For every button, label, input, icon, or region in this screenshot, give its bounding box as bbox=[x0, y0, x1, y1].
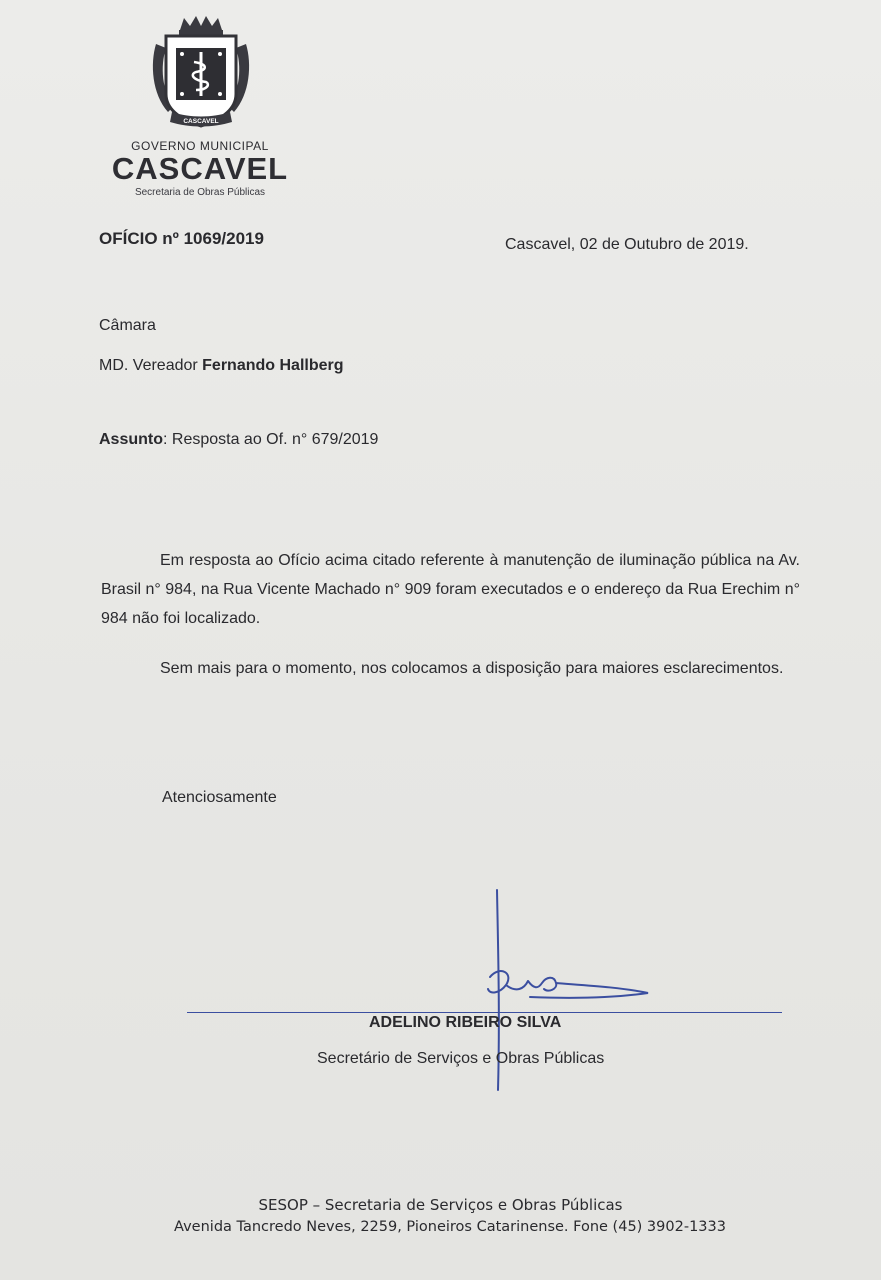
municipal-crest-logo bbox=[150, 14, 252, 134]
recipient-institution: Câmara bbox=[99, 317, 156, 334]
recipient-line bbox=[99, 357, 344, 375]
government-label: GOVERNO MUNICIPAL bbox=[131, 139, 269, 153]
signatory-role: Secretário de Serviços e Obras Públicas bbox=[317, 1050, 605, 1067]
subject-text: : Resposta ao Of. n° 679/2019 bbox=[163, 431, 379, 448]
subject-label: Assunto bbox=[99, 431, 163, 448]
footer-address: Avenida Tancredo Neves, 2259, Pioneiros Catarinense. Fone (45) 3902-1333 bbox=[174, 1219, 726, 1235]
city-name: CASCAVEL bbox=[111, 151, 289, 186]
signatory-name: ADELINO RIBEIRO SILVA bbox=[369, 1014, 562, 1031]
body-paragraph-2: Sem mais para o momento, nos colocamos a disposição para maiores esclarecimentos. bbox=[160, 660, 784, 677]
subject-line bbox=[99, 431, 378, 449]
letter-number: OFÍCIO nº 1069/2019 bbox=[99, 229, 264, 248]
letter-date: Cascavel, 02 de Outubro de 2019. bbox=[505, 236, 749, 253]
crest-ribbon-text: CASCAVEL bbox=[183, 118, 219, 125]
closing-salutation: Atenciosamente bbox=[162, 789, 277, 806]
recipient-name: Fernando Hallberg bbox=[202, 357, 344, 374]
recipient-title: MD. Vereador bbox=[99, 357, 203, 374]
footer-department: SESOP – Secretaria de Serviços e Obras Públicas bbox=[258, 1196, 623, 1214]
body-paragraph-1: Em resposta ao Ofício acima citado referente à manutenção de iluminação pública na Av. Brasil n° 984, na Rua Vicente Machado n° 909 foram executados e o endereço da Rua Erechim n° 984 não foi localizado. bbox=[101, 552, 800, 627]
department-name: Secretaria de Obras Públicas bbox=[134, 187, 266, 198]
